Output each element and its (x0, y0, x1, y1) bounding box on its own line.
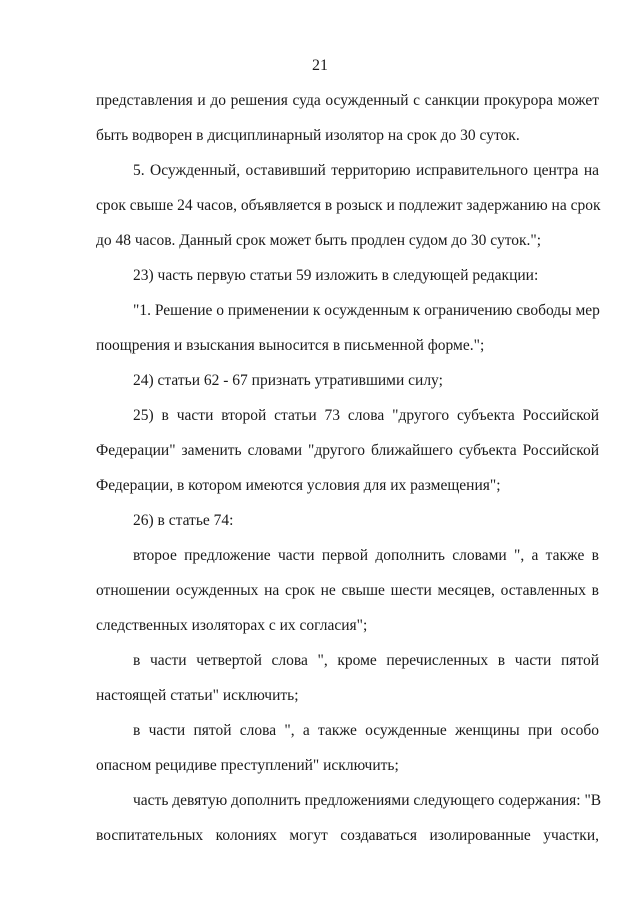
text-line-7: "1. Решение о применении к осужденным к ограничению свободы мер (133, 302, 600, 319)
text-line-15: отношении осужденных на срок не свыше шести месяцев, оставленных в (96, 582, 599, 599)
text-line-3: 5. Осужденный, оставивший территорию исправительного центра на (133, 162, 599, 179)
text-line-21: часть девятую дополнить предложениями следующего содержания: "В (133, 792, 602, 809)
text-line-12: Федерации, в котором имеются условия для их размещения"; (96, 477, 501, 494)
text-line-22: воспитательных колониях могут создаваться изолированные участки, (96, 827, 599, 844)
text-line-8: поощрения и взыскания выносится в письменной форме."; (96, 337, 485, 354)
text-line-18: настоящей статьи" исключить; (96, 687, 299, 704)
text-line-16: следственных изоляторах с их согласия"; (96, 617, 368, 634)
text-line-13: 26) в статье 74: (133, 512, 234, 529)
text-line-19: в части пятой слова ", а также осужденные женщины при особо (133, 722, 599, 739)
text-line-4: срок свыше 24 часов, объявляется в розыск и подлежит задержанию на срок (96, 197, 601, 214)
text-line-20: опасном рецидиве преступлений" исключить; (96, 757, 399, 774)
text-line-6: 23) часть первую статьи 59 изложить в следующей редакции: (133, 267, 539, 284)
text-line-14: второе предложение части первой дополнить словами ", а также в (133, 547, 599, 564)
text-line-10: 25) в части второй статьи 73 слова "другого субъекта Российской (133, 407, 599, 424)
text-line-1: представления и до решения суда осужденный с санкции прокурора может (96, 92, 599, 109)
text-line-17: в части четвертой слова ", кроме перечисленных в части пятой (133, 652, 599, 669)
text-line-2: быть водворен в дисциплинарный изолятор на срок до 30 суток. (96, 127, 520, 144)
text-line-11: Федерации" заменить словами "другого ближайшего субъекта Российской (96, 442, 599, 459)
page-number: 21 (312, 57, 328, 74)
text-line-9: 24) статьи 62 - 67 признать утратившими силу; (133, 372, 443, 389)
text-line-5: до 48 часов. Данный срок может быть продлен судом до 30 суток."; (96, 232, 542, 249)
